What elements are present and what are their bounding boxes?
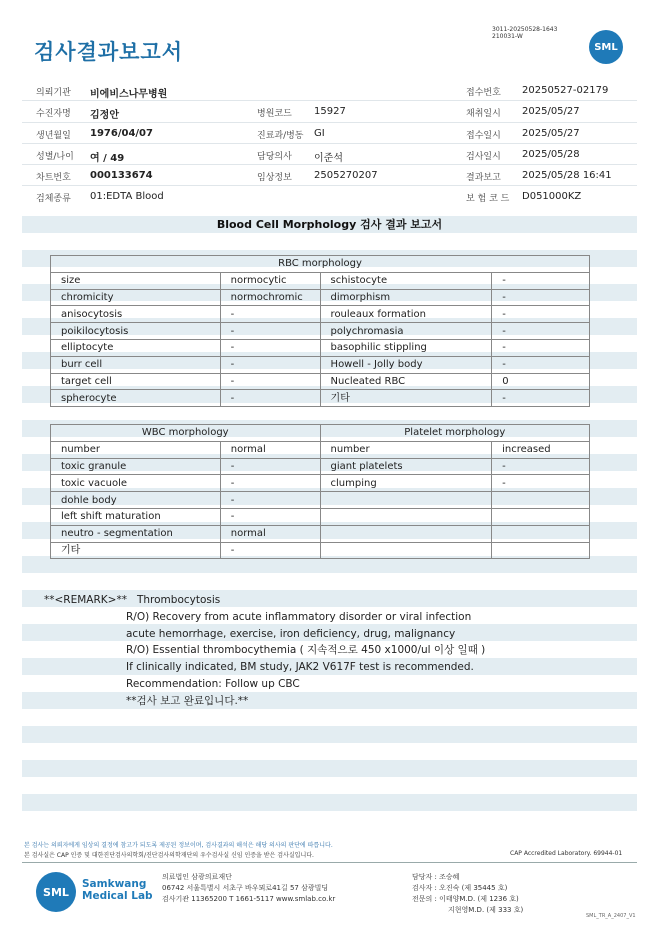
info-row-sex: 성별/나이 여 / 49 담당의사 이준석 검사일시 2025/05/28 xyxy=(22,144,637,165)
clinical-value: 2505270207 xyxy=(314,170,378,182)
chart-no-value: 000133674 xyxy=(90,170,153,182)
hospital-code-value: 15927 xyxy=(314,106,346,118)
specimen-value: 01:EDTA Blood xyxy=(90,191,164,203)
institution-value: 비에비스나무병원 xyxy=(90,89,168,100)
remark-first: Thrombocytosis xyxy=(136,594,221,606)
remark-line: R/O) Essential thrombocythemia ( 지속적으로 450 x1000/ul 이상 일때 ) xyxy=(126,644,486,657)
sml-logo-icon: SML xyxy=(36,872,76,912)
test-date-value: 2025/05/28 xyxy=(522,148,580,160)
wbc-header: WBC morphology xyxy=(51,425,321,442)
band xyxy=(22,794,637,811)
info-row-requester: 수진자명 김정안 병원코드 15927 채취일시 2025/05/27 xyxy=(22,101,637,122)
remark-line: Recommendation: Follow up CBC xyxy=(126,677,300,690)
table-row: toxic vacuole - clumping - xyxy=(51,475,590,492)
document-id: 3011-20250528-1643 210031-W xyxy=(492,26,558,40)
table-row: chromicity normochromic dimorphism - xyxy=(51,289,590,306)
certification-note: 본 검사실은 CAP 인증 및 대한진단검사의학회/진단검사의학재단의 우수검사실 신임 인증을 받은 검사실입니다. xyxy=(24,852,314,859)
info-row-birth: 생년월일 1976/04/07 진료과/병동 GI 접수일시 2025/05/27 xyxy=(22,123,637,144)
info-row-chart: 차트번호 000133674 임상정보 2505270207 결과보고 2025/05/28 16:41 xyxy=(22,165,637,186)
page-title: 검사결과보고서 xyxy=(34,40,184,64)
lab-address: 의료법인 삼광의료재단 06742 서울특별시 서초구 바우뫼로41길 57 삼광빌딩 검사기관 11365200 T 1661-5117 www.smlab.co.kr xyxy=(162,873,336,903)
remark-line: R/O) Recovery from acute inflammatory disorder or viral infection xyxy=(126,610,472,623)
table-row: spherocyte - 기타 - xyxy=(51,390,590,407)
table-row: burr cell - Howell - Jolly body - xyxy=(51,356,590,373)
table-row: neutro - segmentation normal xyxy=(51,525,590,542)
result-date-value: 2025/05/28 16:41 xyxy=(522,170,612,182)
table-row: 기타 - xyxy=(51,542,590,559)
platelet-header: Platelet morphology xyxy=(320,425,589,442)
remark-section xyxy=(44,592,485,710)
rbc-morphology-table xyxy=(50,255,590,407)
patient-info xyxy=(22,80,637,207)
receipt-no-value: 20250527-02179 xyxy=(522,85,609,96)
disclaimer-note: 본 검사는 의뢰자에게 임상의 결정에 참고가 되도록 제공된 정보이며, 검사결과의 해석은 해당 의사의 판단에 따릅니다. xyxy=(24,842,333,849)
rbc-header: RBC morphology xyxy=(51,256,590,273)
report-title: Blood Cell Morphology 검사 결과 보고서 xyxy=(216,218,443,231)
wbc-platelet-table xyxy=(50,424,590,559)
table-row: dohle body - xyxy=(51,492,590,509)
table-row: target cell - Nucleated RBC 0 xyxy=(51,373,590,390)
sex-age-value: 여 / 49 xyxy=(90,152,125,164)
cap-accreditation: CAP Accredited Laboratory. 69944-01 xyxy=(510,850,623,857)
table-row: number normal number increased xyxy=(51,441,590,458)
info-row-institution: 의뢰기관 비에비스나무병원 접수번호 20250527-02179 xyxy=(22,80,637,101)
remark-line: acute hemorrhage, exercise, iron deficiency, drug, malignancy xyxy=(126,627,456,640)
birth-value: 1976/04/07 xyxy=(90,127,153,139)
form-code: SML_TR_A_2407_V1 xyxy=(586,913,636,919)
band xyxy=(22,726,637,743)
table-row: elliptocyte - basophilic stippling - xyxy=(51,339,590,356)
remark-line: If clinically indicated, BM study, JAK2 V617F test is recommended. xyxy=(126,661,474,674)
doctor-value: 이준석 xyxy=(314,152,343,164)
staff-list: 담당자 : 조승혜 검사자 : 오진숙 (제 35445 호) 전문의 : 이태양M.D. (제 1236 호) 지현영M.D. (제 333 호) xyxy=(412,873,524,914)
table-row: left shift maturation - xyxy=(51,508,590,525)
table-row: toxic granule - giant platelets - xyxy=(51,458,590,475)
info-row-specimen: 검체종류 01:EDTA Blood 보 험 코 드 D051000KZ xyxy=(36,191,582,205)
receipt-date-value: 2025/05/27 xyxy=(522,127,580,139)
brand-name: Samkwang Medical Lab xyxy=(82,878,153,902)
collect-date-value: 2025/05/27 xyxy=(522,106,580,118)
remark-line: **검사 보고 완료입니다.** xyxy=(126,694,249,707)
table-row: size normocytic schistocyte - xyxy=(51,272,590,289)
insurance-value: D051000KZ xyxy=(522,191,582,203)
sml-logo-icon: SML xyxy=(589,30,623,64)
band xyxy=(22,760,637,777)
table-row: poikilocytosis - polychromasia - xyxy=(51,323,590,340)
patient-name-value: 김정안 xyxy=(90,110,119,122)
dept-value: GI xyxy=(314,127,325,139)
footer-divider xyxy=(22,862,637,863)
remark-label: **<REMARK>** xyxy=(44,594,127,606)
table-row: anisocytosis - rouleaux formation - xyxy=(51,306,590,323)
